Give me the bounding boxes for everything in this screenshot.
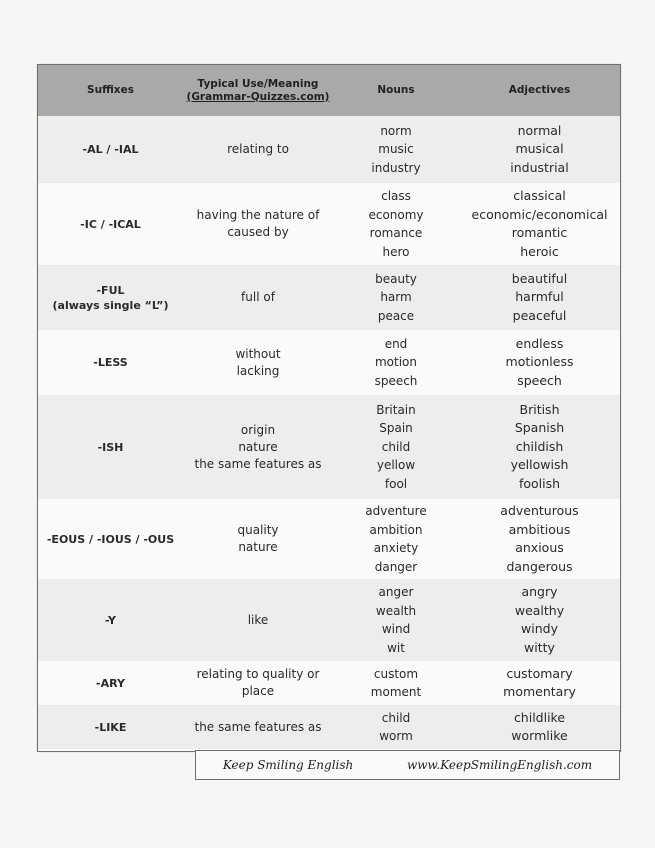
nouns-text: danger — [374, 559, 418, 574]
nouns-text: fool — [384, 476, 408, 491]
adjectives-text: beautiful — [511, 270, 568, 286]
adjectives-text: economic/economical — [471, 206, 608, 222]
header-use-line1: Typical Use/Meaning — [197, 77, 319, 90]
suffix-text: -IC / -ICAL — [80, 217, 141, 231]
use-cell — [183, 346, 333, 380]
adjectives-text: endless — [515, 335, 564, 351]
table-row — [38, 579, 620, 661]
nouns-cell — [333, 335, 459, 391]
nouns-text: wit — [387, 640, 405, 655]
use-text: relating to — [227, 142, 289, 156]
adjectives-text: childish — [515, 438, 564, 454]
table-row — [38, 330, 620, 395]
adjectives-cell — [459, 270, 620, 326]
header-use-source: (Grammar-Quizzes.com) — [186, 90, 330, 103]
use-text: full of — [241, 290, 275, 304]
suffix-cell — [38, 283, 183, 313]
adjectives-text: witty — [524, 639, 555, 655]
nouns-text: hero — [382, 244, 410, 259]
adjectives-cell — [459, 665, 620, 702]
header-adjectives: Adjectives — [508, 84, 571, 96]
use-cell — [183, 141, 333, 158]
adjectives-text: classical — [513, 188, 566, 203]
adjectives-cell — [459, 122, 620, 178]
suffix-cell — [38, 720, 183, 735]
nouns-text: harm — [380, 290, 412, 305]
nouns-text: Spain — [379, 421, 413, 436]
adjectives-text: speech — [517, 372, 562, 388]
suffix-text: -ISH — [97, 440, 124, 454]
nouns-text: yellow — [376, 458, 416, 473]
table-row — [38, 661, 620, 705]
nouns-text: motion — [374, 355, 418, 370]
adjectives-text: romantic — [511, 225, 568, 240]
suffix-cell — [38, 613, 183, 628]
adjectives-text: foolish — [518, 475, 561, 491]
nouns-text: class — [381, 189, 411, 203]
table-row — [38, 395, 620, 499]
suffix-cell — [38, 440, 183, 455]
adjectives-text: windy — [521, 621, 558, 636]
use-text: the same features as — [194, 719, 322, 734]
adjectives-text: normal — [517, 122, 562, 138]
table-header — [38, 65, 620, 116]
adjectives-text: Spanish — [514, 420, 565, 436]
nouns-cell — [333, 270, 459, 326]
footer-brand: Keep Smiling English — [222, 758, 354, 772]
nouns-text: industry — [371, 160, 421, 175]
footer-bar — [195, 750, 620, 780]
adjectives-text: customary — [506, 665, 573, 681]
adjectives-cell — [459, 187, 620, 261]
nouns-cell — [333, 187, 459, 261]
table-row — [38, 705, 620, 749]
use-cell — [183, 522, 333, 556]
suffix-text: -ARY — [96, 676, 125, 690]
footer-url: www.KeepSmilingEnglish.com — [407, 758, 593, 772]
use-cell — [183, 719, 333, 736]
suffix-text: -LESS — [93, 356, 128, 369]
suffix-text: -Y — [105, 613, 116, 627]
nouns-text: economy — [368, 207, 424, 222]
use-text: nature — [238, 540, 278, 554]
table-row — [38, 265, 620, 330]
adjectives-text: yellowish — [510, 457, 569, 473]
nouns-text: beauty — [375, 271, 417, 286]
table-row — [38, 183, 620, 265]
suffix-cell — [38, 676, 183, 691]
nouns-text: Britain — [376, 402, 416, 417]
use-text: origin — [240, 422, 276, 437]
adjectives-cell — [459, 335, 620, 391]
nouns-text: speech — [374, 373, 418, 388]
nouns-text: custom — [373, 666, 419, 681]
suffix-cell — [38, 355, 183, 370]
adjectives-text: ambitious — [508, 521, 571, 537]
nouns-text: anxiety — [373, 541, 419, 555]
use-cell — [183, 612, 333, 629]
suffix-table — [37, 64, 621, 752]
use-text: quality — [237, 523, 279, 537]
adjectives-text: harmful — [515, 289, 564, 305]
nouns-cell — [333, 709, 459, 746]
use-text: like — [247, 612, 269, 627]
nouns-text: wind — [381, 622, 411, 636]
use-cell — [183, 422, 333, 473]
adjectives-cell — [459, 401, 620, 494]
suffix-text: -FUL — [96, 283, 125, 297]
adjectives-cell — [459, 583, 620, 657]
nouns-text: adventure — [365, 504, 427, 518]
adjectives-text: wealthy — [514, 602, 565, 618]
suffix-cell — [38, 217, 183, 232]
nouns-cell — [333, 122, 459, 178]
use-text: lacking — [236, 363, 280, 378]
nouns-text: peace — [377, 308, 415, 323]
use-text: place — [241, 684, 275, 698]
use-text: relating to quality or — [196, 667, 320, 681]
suffix-text: -LIKE — [94, 720, 127, 734]
adjectives-text: industrial — [510, 159, 569, 175]
adjectives-text: peaceful — [512, 307, 567, 323]
suffix-cell — [38, 142, 183, 157]
use-cell — [183, 207, 333, 241]
header-typical-use — [183, 78, 333, 104]
table-row — [38, 116, 620, 183]
adjectives-text: wormlike — [511, 728, 568, 743]
header-suffixes: Suffixes — [87, 84, 134, 96]
use-cell — [183, 666, 333, 700]
use-text: without — [235, 346, 281, 361]
adjectives-text: dangerous — [506, 558, 573, 574]
adjectives-text: heroic — [520, 243, 559, 259]
adjectives-text: motionless — [505, 354, 574, 370]
nouns-text: child — [381, 710, 411, 725]
header-nouns: Nouns — [377, 84, 415, 96]
nouns-cell — [333, 583, 459, 657]
adjectives-cell — [459, 502, 620, 576]
nouns-cell — [333, 502, 459, 576]
use-text: the same features as — [194, 456, 322, 471]
use-text: caused by — [227, 225, 289, 239]
nouns-cell — [333, 401, 459, 494]
suffix-text: (always single “L”) — [52, 298, 169, 312]
adjectives-text: British — [519, 401, 560, 417]
nouns-text: romance — [369, 226, 423, 240]
nouns-text: music — [378, 142, 414, 157]
nouns-cell — [333, 665, 459, 702]
nouns-text: anger — [378, 585, 414, 599]
use-text: having the nature of — [196, 208, 320, 222]
nouns-text: child — [381, 439, 411, 454]
adjectives-cell — [459, 709, 620, 746]
use-cell — [183, 289, 333, 306]
adjectives-text: adventurous — [500, 503, 579, 518]
adjectives-text: anxious — [515, 540, 564, 555]
nouns-text: worm — [379, 729, 413, 743]
nouns-text: moment — [370, 685, 422, 699]
suffix-cell — [38, 532, 183, 547]
nouns-text: end — [384, 336, 408, 351]
nouns-text: ambition — [369, 522, 423, 537]
use-text: nature — [238, 439, 278, 454]
adjectives-text: childlike — [513, 709, 566, 725]
nouns-text: norm — [380, 123, 412, 138]
suffix-text: -AL / -IAL — [82, 143, 139, 156]
adjectives-text: angry — [521, 584, 558, 599]
suffix-text: -EOUS / -IOUS / -OUS — [46, 532, 175, 546]
nouns-text: wealth — [375, 603, 417, 618]
adjectives-text: momentary — [503, 684, 576, 699]
table-row — [38, 499, 620, 579]
adjectives-text: musical — [515, 141, 564, 157]
